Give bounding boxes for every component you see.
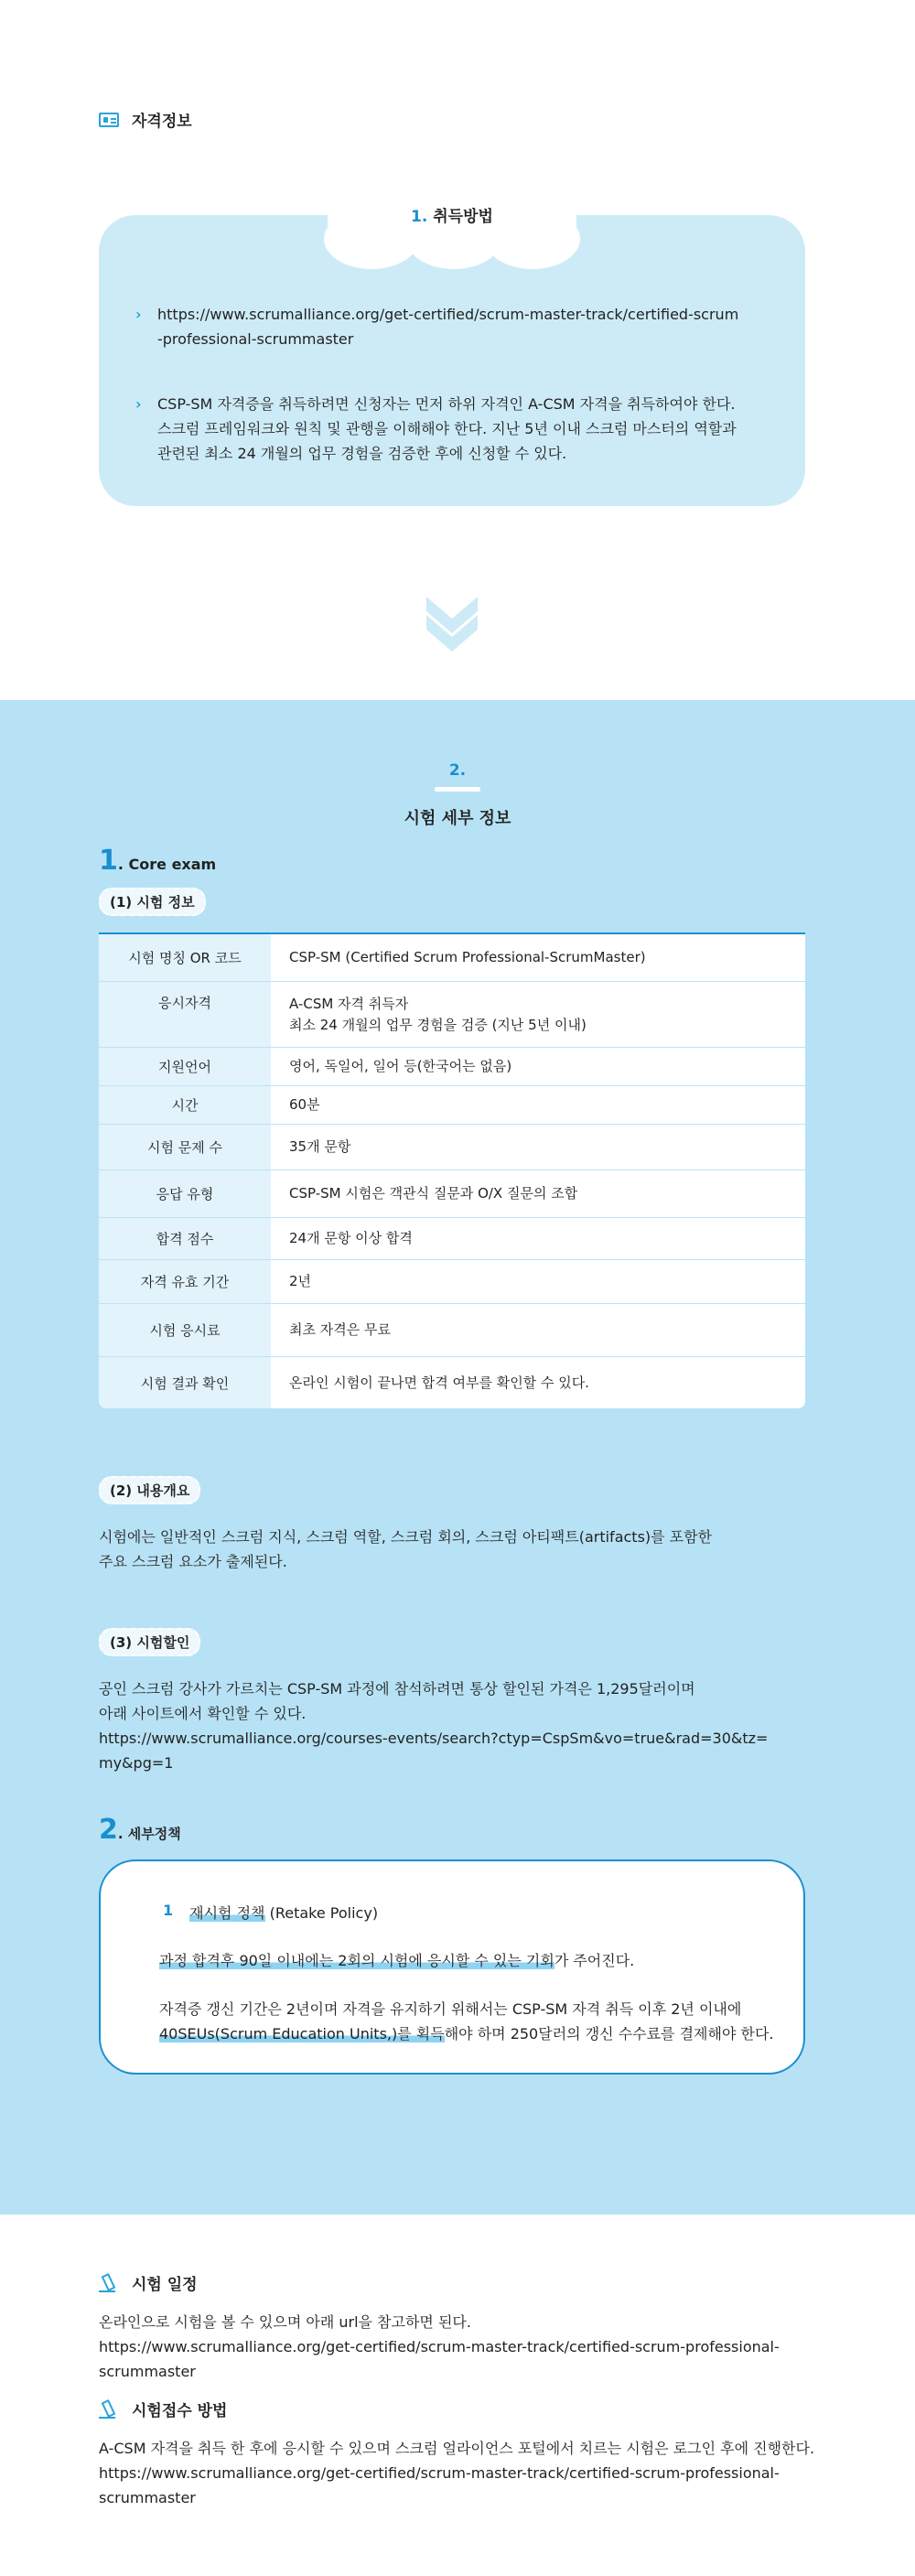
apply-link-cont[interactable]: scrummaster bbox=[99, 2489, 196, 2506]
table-header-cell: 지원언어 bbox=[99, 1048, 271, 1085]
table-value-cell bbox=[271, 1086, 805, 1124]
paragraph-line: 아래 사이트에서 확인할 수 있다. bbox=[99, 1705, 307, 1722]
table-value-cell bbox=[271, 982, 805, 1047]
apply-link[interactable]: https://www.scrumalliance.org/get-certified/scrum-master-track/certified-scrum-professional- bbox=[99, 2464, 780, 2482]
table-row bbox=[99, 1304, 805, 1357]
pill-exam-discount: (3) 시험할인 bbox=[99, 1628, 200, 1656]
table-value-cell bbox=[271, 1218, 805, 1259]
table-value-text: CSP-SM 시험은 객관식 질문과 O/X 질문의 조합 bbox=[289, 1185, 578, 1202]
pill-exam-info: (1) 시험 정보 bbox=[99, 888, 206, 916]
table-value-cell bbox=[271, 934, 805, 981]
pen-icon bbox=[99, 2274, 115, 2292]
apply-paragraph bbox=[99, 2436, 904, 2510]
table-value-cell bbox=[271, 1357, 805, 1408]
exam-info-table bbox=[99, 932, 805, 1408]
table-value-text: A-CSM 자격 취득자 bbox=[289, 995, 409, 1012]
table-row bbox=[99, 1260, 805, 1304]
paragraph-text: 해야 하며 250달러의 갱신 수수료를 결제해야 한다. bbox=[444, 2025, 774, 2042]
table-row bbox=[99, 982, 805, 1048]
highlighted-text: 과정 합격후 90일 이내에는 2회의 시험에 응시할 수 있는 기회 bbox=[159, 1952, 554, 1969]
table-row bbox=[99, 1170, 805, 1218]
chevron-right-icon: › bbox=[135, 306, 142, 323]
schedule-link[interactable]: https://www.scrumalliance.org/get-certified/scrum-master-track/certified-scrum-professional- bbox=[99, 2338, 780, 2355]
schedule-title: 시험 일정 bbox=[132, 2276, 198, 2294]
policy-label: . 세부정책 bbox=[117, 1826, 181, 1842]
apply-heading bbox=[99, 2398, 227, 2420]
table-value-text: 최소 24 개월의 업무 경험을 검증 (지난 5년 이내) bbox=[289, 1016, 587, 1033]
table-value-text: 온라인 시험이 끝나면 합격 여부를 확인할 수 있다. bbox=[289, 1374, 589, 1391]
table-row bbox=[99, 1218, 805, 1260]
table-header-cell: 시험 응시료 bbox=[99, 1304, 271, 1356]
core-exam-heading bbox=[99, 847, 216, 875]
table-value-text: CSP-SM (Certified Scrum Professional-ScrumMaster) bbox=[289, 949, 646, 965]
table-header-cell: 시험 명칭 OR 코드 bbox=[99, 934, 271, 981]
highlighted-text: 40SEUs(Scrum Education Units,)를 획득 bbox=[159, 2025, 445, 2042]
double-chevron-down-icon bbox=[423, 591, 481, 652]
policy-item-title-highlight: 재시험 정책 bbox=[189, 1904, 265, 1922]
card-title-text: 취득방법 bbox=[433, 208, 493, 226]
table-value-cell bbox=[271, 1125, 805, 1169]
policy-number: 2 bbox=[99, 1814, 118, 1846]
table-value-cell bbox=[271, 1260, 805, 1303]
paragraph-line: A-CSM 자격을 취득 한 후에 응시할 수 있으며 스크럼 얼라이언스 포털에서 치르는 시험은 로그인 후에 진행한다. bbox=[99, 2440, 815, 2457]
policy-card bbox=[99, 1859, 805, 2075]
paragraph-line: 공인 스크럼 강사가 가르치는 CSP-SM 과정에 참석하려면 통상 할인된 가격은 1,295달러이며 bbox=[99, 1680, 695, 1698]
schedule-link-cont[interactable]: scrummaster bbox=[99, 2363, 196, 2380]
apply-title: 시험접수 방법 bbox=[132, 2402, 228, 2420]
table-header-cell: 응답 유형 bbox=[99, 1170, 271, 1217]
pill-content-summary: (2) 내용개요 bbox=[99, 1476, 200, 1504]
table-header-cell: 응시자격 bbox=[99, 982, 271, 1047]
table-header-cell: 시험 문제 수 bbox=[99, 1125, 271, 1169]
table-value-text: 영어, 독일어, 일어 등(한국어는 없음) bbox=[289, 1058, 512, 1074]
policy-item-number: 1 bbox=[163, 1902, 174, 1919]
table-value-cell bbox=[271, 1048, 805, 1085]
bullet-item-requirements bbox=[135, 392, 776, 466]
table-value-text: 2년 bbox=[289, 1273, 312, 1289]
table-value-text: 24개 문항 이상 합격 bbox=[289, 1230, 413, 1246]
policy-paragraph-1 bbox=[159, 1948, 781, 1973]
bullet-text-line: CSP-SM 자격증을 취득하려면 신청자는 먼저 하위 자격인 A-CSM 자격을 취득하여야 한다. bbox=[157, 395, 736, 413]
table-value-text: 최초 자격은 무료 bbox=[289, 1321, 391, 1338]
table-value-cell bbox=[271, 1304, 805, 1356]
table-row bbox=[99, 1357, 805, 1408]
table-row bbox=[99, 1048, 805, 1086]
chevron-right-icon: › bbox=[135, 395, 142, 413]
discount-paragraph bbox=[99, 1676, 831, 1775]
table-value-text: 60분 bbox=[289, 1096, 320, 1113]
table-header-cell: 합격 점수 bbox=[99, 1218, 271, 1259]
policy-item-title-rest: (Retake Policy) bbox=[264, 1904, 379, 1922]
paragraph-line: 자격증 갱신 기간은 2년이며 자격을 유지하기 위해서는 CSP-SM 자격 취득 이후 2년 이내에 bbox=[159, 2000, 742, 2018]
table-value-text: 35개 문항 bbox=[289, 1138, 351, 1155]
paragraph-line: 시험에는 일반적인 스크럼 지식, 스크럼 역할, 스크럼 회의, 스크럼 아티팩트(artifacts)를 포함한 bbox=[99, 1528, 713, 1546]
table-header-cell: 시간 bbox=[99, 1086, 271, 1124]
core-exam-label: . Core exam bbox=[117, 856, 217, 873]
core-exam-number: 1 bbox=[99, 845, 118, 877]
exam-section-title: 시험 세부 정보 bbox=[404, 809, 511, 828]
policy-heading bbox=[99, 1816, 181, 1844]
policy-item-title bbox=[163, 1902, 378, 1923]
pen-icon bbox=[99, 2400, 115, 2419]
paragraph-line: 주요 스크럼 요소가 출제된다. bbox=[99, 1553, 287, 1570]
bullet-text-line: 스크럼 프레임워크와 원칙 및 관행을 이해해야 한다. 지난 5년 이내 스크럼 마스터의 역할과 bbox=[157, 420, 737, 437]
discount-link-cont[interactable]: my&pg=1 bbox=[99, 1754, 174, 1772]
exam-section-underline bbox=[435, 787, 480, 792]
table-row bbox=[99, 934, 805, 982]
exam-section-number: 2. bbox=[448, 761, 467, 780]
card-title-number: 1. bbox=[411, 208, 428, 226]
section-title-text: 자격정보 bbox=[132, 113, 192, 131]
policy-paragraph-2 bbox=[159, 1997, 800, 2046]
bullet-item-url bbox=[135, 302, 776, 351]
bullet-text-line: 관련된 최소 24 개월의 업무 경험을 검증한 후에 신청할 수 있다. bbox=[157, 445, 567, 462]
table-row bbox=[99, 1125, 805, 1170]
schedule-paragraph bbox=[99, 2310, 886, 2384]
schedule-heading bbox=[99, 2271, 198, 2294]
table-header-cell: 시험 결과 확인 bbox=[99, 1357, 271, 1408]
table-value-cell bbox=[271, 1170, 805, 1217]
link-text[interactable]: https://www.scrumalliance.org/get-certified/scrum-master-track/certified-scrum bbox=[157, 306, 739, 323]
link-text-cont[interactable]: -professional-scrummaster bbox=[157, 330, 354, 348]
paragraph-line: 온라인으로 시험을 볼 수 있으며 아래 url을 참고하면 된다. bbox=[99, 2313, 471, 2331]
section-title-cert-info bbox=[99, 108, 192, 131]
paragraph-text: 가 주어진다. bbox=[554, 1952, 635, 1969]
table-header-cell: 자격 유효 기간 bbox=[99, 1260, 271, 1303]
discount-link[interactable]: https://www.scrumalliance.org/courses-events/search?ctyp=CspSm&vo=true&rad=30&tz= bbox=[99, 1730, 769, 1747]
summary-paragraph bbox=[99, 1525, 813, 1574]
table-row bbox=[99, 1086, 805, 1125]
card-title bbox=[328, 203, 576, 226]
id-card-icon bbox=[99, 113, 119, 127]
